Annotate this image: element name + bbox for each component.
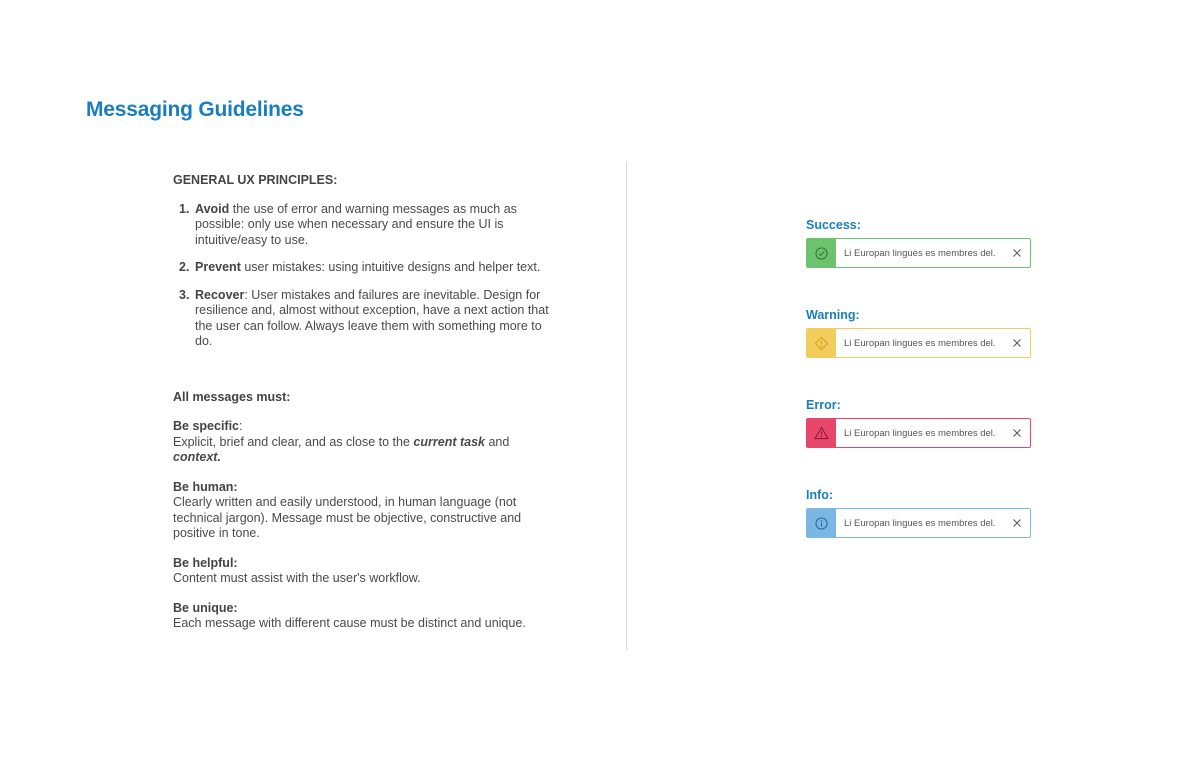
guidelines-column xyxy=(173,173,553,646)
close-icon[interactable] xyxy=(1004,509,1030,537)
info-circle-icon xyxy=(807,509,836,537)
warning-diamond-icon xyxy=(807,329,836,357)
rule-emphasis: current task xyxy=(413,434,485,449)
principles-list xyxy=(173,202,553,350)
principle-keyword: Avoid xyxy=(195,201,230,216)
page-title: Messaging Guidelines xyxy=(86,98,304,121)
alert-triangle-icon xyxy=(807,419,836,447)
notice-message: Li Europan lingues es membres del. xyxy=(844,517,996,529)
rule-title: Be specific xyxy=(173,419,240,433)
rule-title: Be helpful: xyxy=(173,555,238,570)
principle-number: 2. xyxy=(179,260,190,274)
principle-text: the use of error and warning messages as much as possible: only use when necessary and ensure the UI is intuitive/easy to use. xyxy=(195,201,517,247)
principle-text: : User mistakes and failures are inevitable. Design for resilience and, almost without exception, have a next action that the user can follow. Always leave them with something more to do. xyxy=(195,287,549,348)
rule-text: Each message with different cause must be distinct and unique. xyxy=(173,616,526,630)
error-label: Error: xyxy=(806,398,841,412)
close-icon[interactable] xyxy=(1004,329,1030,357)
principle-keyword: Recover xyxy=(195,287,245,302)
principle-text: user mistakes: using intuitive designs and helper text. xyxy=(240,260,541,274)
principle-number: 3. xyxy=(179,287,190,302)
success-notice xyxy=(806,238,1031,268)
principle-keyword: Prevent xyxy=(195,260,241,274)
warning-notice xyxy=(806,328,1031,358)
rule-title: Be unique: xyxy=(173,600,238,615)
rule-text-part: Explicit, brief and clear, and as close to the xyxy=(173,434,414,449)
info-label: Info: xyxy=(806,488,834,502)
principle-item xyxy=(173,202,553,249)
info-notice xyxy=(806,508,1031,538)
notice-message: Li Europan lingues es membres del. xyxy=(844,427,996,439)
error-example xyxy=(806,398,1031,448)
rule-emphasis: context. xyxy=(173,450,221,464)
success-label: Success: xyxy=(806,218,861,232)
column-divider xyxy=(626,162,627,650)
rule-unique xyxy=(173,601,553,632)
musts-heading: All messages must: xyxy=(173,389,291,404)
rule-text-joiner: and xyxy=(484,434,510,449)
rule-helpful xyxy=(173,556,553,587)
principle-item xyxy=(173,260,553,276)
notice-message: Li Europan lingues es membres del. xyxy=(844,247,996,259)
warning-example xyxy=(806,308,1031,358)
close-icon[interactable] xyxy=(1004,419,1030,447)
check-circle-icon xyxy=(807,239,836,267)
rule-text: Content must assist with the user's workflow. xyxy=(173,571,421,585)
rule-specific xyxy=(173,419,553,466)
principle-number: 1. xyxy=(179,201,190,216)
principle-item xyxy=(173,288,553,350)
notice-message: Li Europan lingues es membres del. xyxy=(844,337,996,349)
principles-heading: GENERAL UX PRINCIPLES: xyxy=(173,173,338,187)
warning-label: Warning: xyxy=(806,308,860,322)
info-example xyxy=(806,488,1031,538)
success-example xyxy=(806,218,1031,268)
rule-title-colon: : xyxy=(239,419,243,433)
rule-text: Clearly written and easily understood, in human language (not technical jargon). Message must be objective, constructive and positive in tone. xyxy=(173,495,522,540)
rule-text xyxy=(173,435,553,466)
rule-human xyxy=(173,480,553,542)
rule-title: Be human: xyxy=(173,479,238,494)
error-notice xyxy=(806,418,1031,448)
close-icon[interactable] xyxy=(1004,239,1030,267)
